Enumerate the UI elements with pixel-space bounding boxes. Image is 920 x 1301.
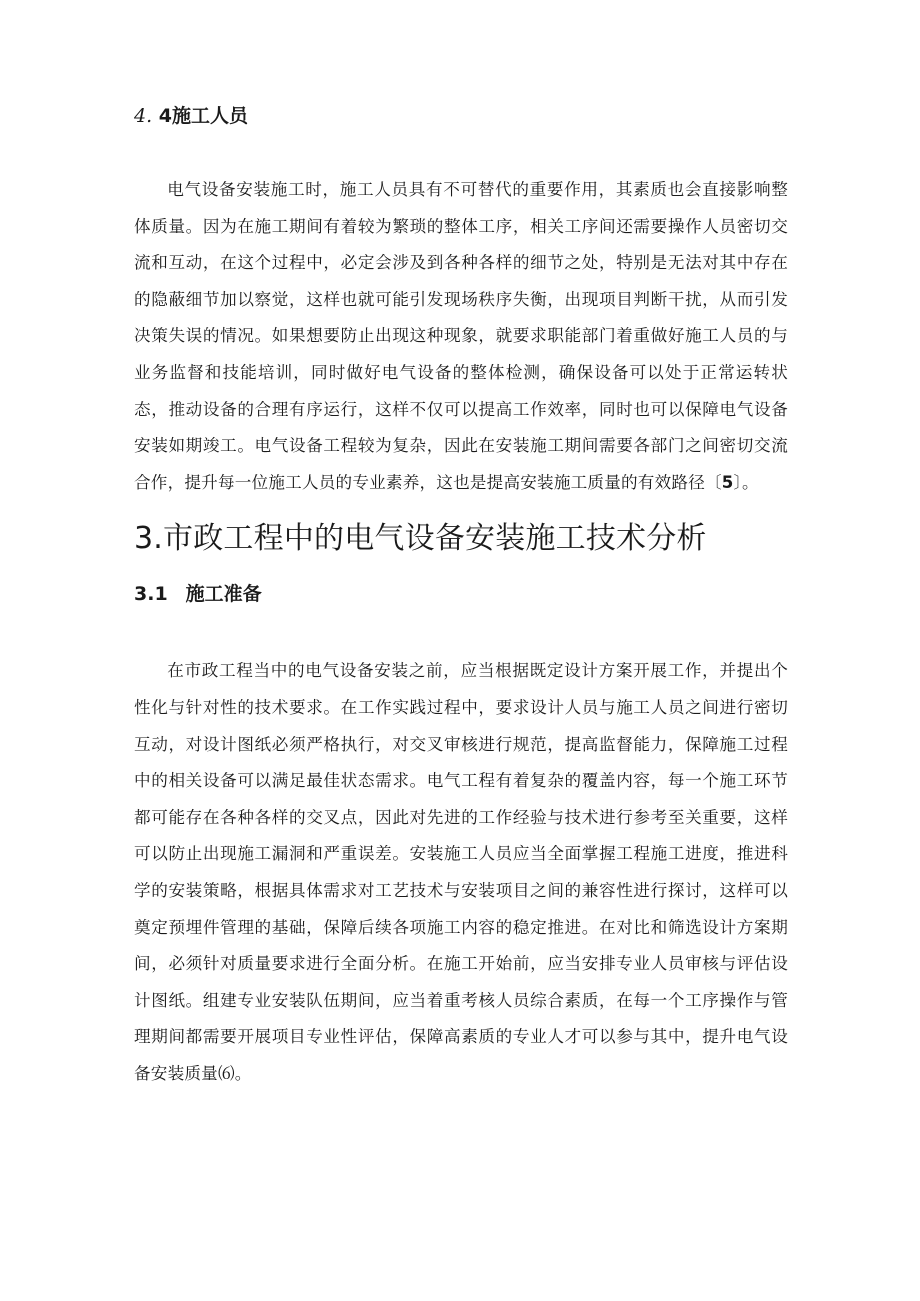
citation-number: 5 [721, 472, 734, 492]
section-3-1-heading [134, 579, 788, 609]
section-3-1-title: 施工准备 [185, 583, 262, 606]
section-4-4-number-suffix: 4 [158, 105, 172, 127]
paragraph-1-text: 电气设备安装施工时，施工人员具有不可替代的重要作用，其素质也会直接影响整体质量。因为在施工期间有着较为繁琐的整体工序，相关工序间还需要操作人员密切交流和互动，在这个过程中，必定会涉及到各种各样的细节之处，特别是无法对其中存在的隐蔽细节加以察觉，这样也就可能引发现场秩序失衡，出现项目判断干扰，从而引发决策失误的情况。如果想要防止出现这种现象，就要求职能部门着重做好施工人员的与业务监督和技能培训，同时做好电气设备的整体检测，确保设备可以处于正常运转状态，推动设备的合理有序运行，这样不仅可以提高工作效率，同时也可以保障电气设备安装如期竣工。电气设备工程较为复杂，因此在安装施工期间需要各部门之间密切交流合作，提升每一位施工人员的专业素养，这也是提高安装施工质量的有效路径 [134, 180, 788, 492]
section-3-1-number: 3.1 [134, 583, 168, 606]
page-content [134, 100, 788, 1092]
section-4-4-heading [134, 100, 788, 132]
citation-bracket-open: 〔 [705, 472, 722, 492]
section-4-4-title: 施工人员 [172, 105, 249, 127]
paragraph-construction-preparation: 在市政工程当中的电气设备安装之前，应当根据既定设计方案开展工作，并提出个性化与针对性的技术要求。在工作实践过程中，要求设计人员与施工人员之间进行密切互动，对设计图纸必须严格执行，对交叉审核进行规范，提高监督能力，保障施工过程中的相关设备可以满足最佳状态需求。电气工程有着复杂的覆盖内容，每一个施工环节都可能存在各种各样的交叉点，因此对先进的工作经验与技术进行参考至关重要，这样可以防止出现施工漏洞和严重误差。安装施工人员应当全面掌握工程施工进度，推进科学的安装策略，根据具体需求对工艺技术与安装项目之间的兼容性进行探讨，这样可以奠定预埋件管理的基础，保障后续各项施工内容的稳定推进。在对比和筛选设计方案期间，必须针对质量要求进行全面分析。在施工开始前，应当安排专业人员审核与评估设计图纸。组建专业安装队伍期间，应当着重考核人员综合素质，在每一个工序操作与管理期间都需要开展项目专业性评估，保障高素质的专业人才可以参与其中，提升电气设备安装质量⑹。 [134, 661, 788, 1083]
paragraph-construction-personnel [134, 172, 788, 501]
section-3-heading: 3.市政工程中的电气设备安装施工技术分析 [134, 521, 707, 557]
section-4-4-number-prefix: 4. [134, 105, 153, 127]
citation-bracket-close: 〕。 [733, 472, 759, 492]
